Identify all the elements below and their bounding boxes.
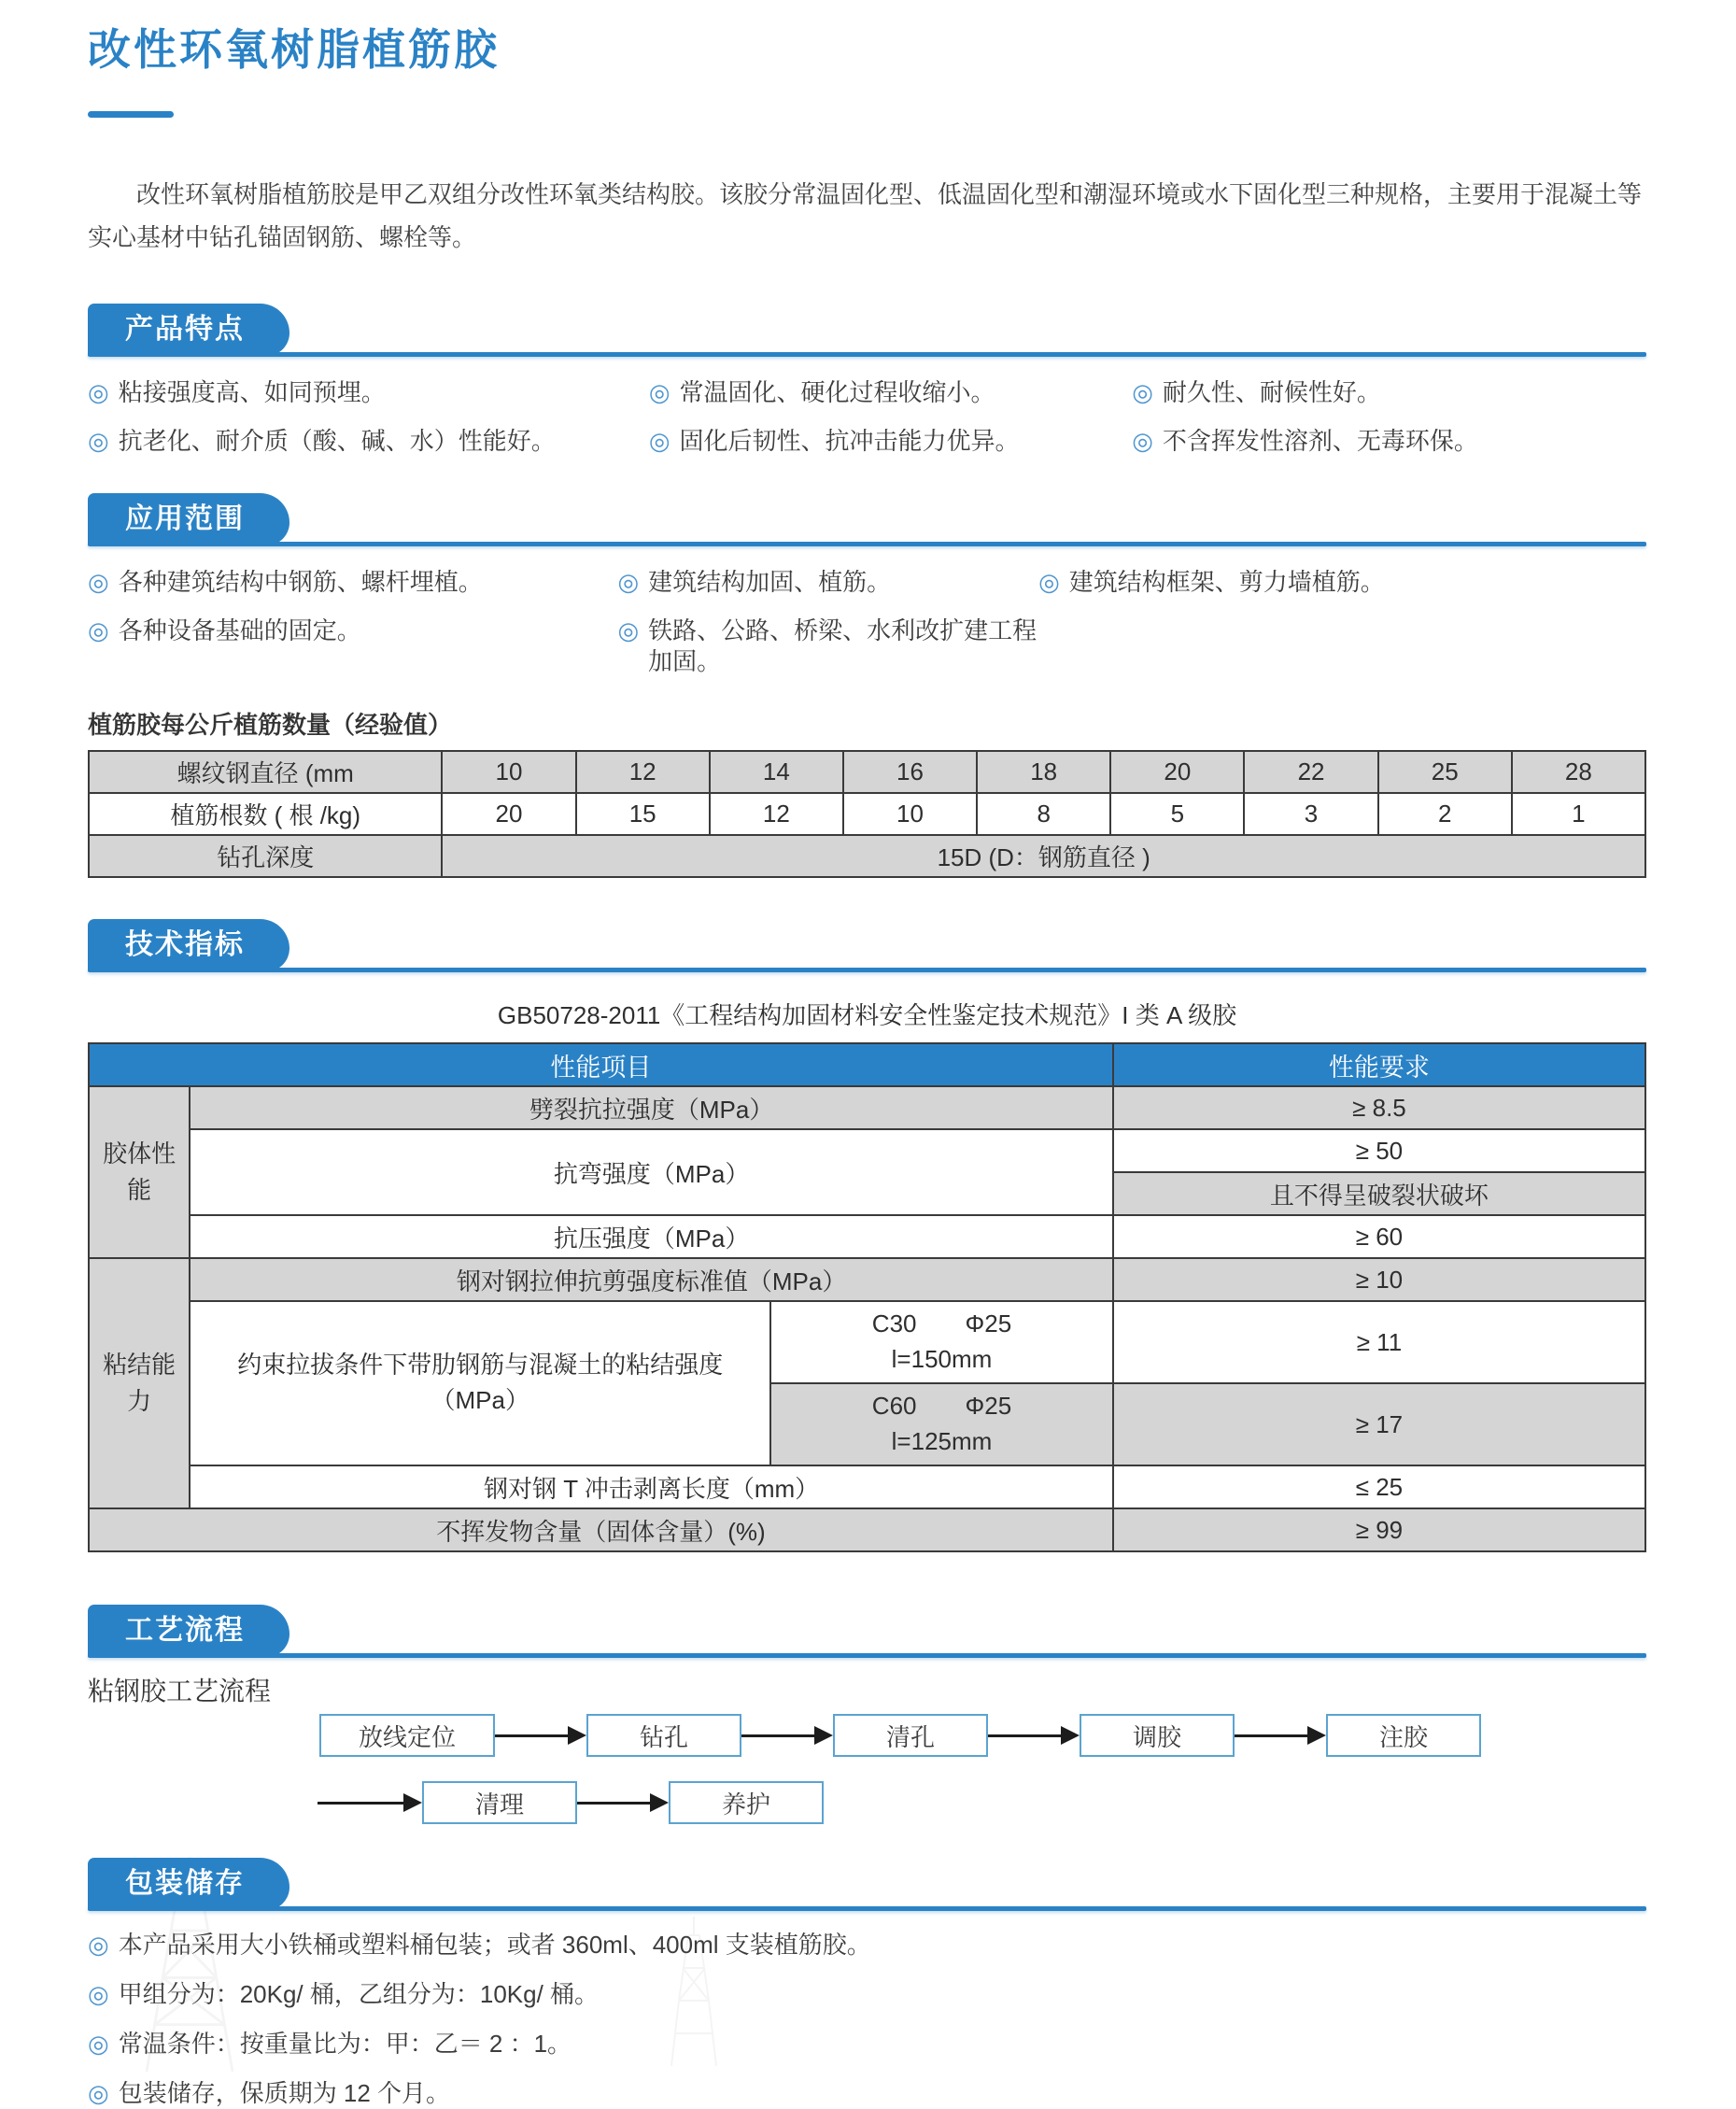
- condition-line: C30 Φ25: [871, 1309, 1012, 1338]
- property-cell: 不挥发物含量（固体含量）(%): [89, 1508, 1113, 1551]
- requirement-cell: ≥ 11: [1113, 1301, 1645, 1383]
- condition-cell: [770, 1301, 1113, 1383]
- table-cell: 3: [1244, 793, 1377, 835]
- list-item: [88, 567, 617, 599]
- table-row: [89, 1508, 1645, 1551]
- tech-indicators-table: [88, 1042, 1646, 1552]
- table-cell: 22: [1244, 751, 1377, 793]
- requirement-cell: ≤ 25: [1113, 1465, 1645, 1508]
- list-item-text: 各种设备基础的固定。: [118, 616, 361, 644]
- flow-row-2: [318, 1781, 1646, 1824]
- bullseye-bullet-icon: ◎: [88, 2030, 109, 2059]
- table-row: [89, 1215, 1645, 1258]
- column-header: 性能要求: [1113, 1043, 1645, 1086]
- property-cell: 劈裂抗拉强度（MPa）: [190, 1086, 1113, 1129]
- section-process-tab: 工艺流程: [88, 1605, 289, 1657]
- table-cell: 18: [977, 751, 1110, 793]
- section-applications: [88, 493, 1646, 678]
- list-item-text: 铁路、公路、桥梁、水利改扩建工程加固。: [648, 616, 1037, 676]
- bullseye-bullet-icon: ◎: [88, 1931, 109, 1960]
- section-tech-rule: [88, 968, 1646, 972]
- list-item-text: 固化后韧性、抗冲击能力优异。: [679, 426, 1020, 455]
- requirement-cell: ≥ 99: [1113, 1508, 1645, 1551]
- intro-paragraph: 改性环氧树脂植筋胶是甲乙双组分改性环氧类结构胶。该胶分常温固化型、低温固化型和潮湿环境或水下固化型三种规格，主要用于混凝土等实心基材中钻孔锚固钢筋、螺栓等。: [88, 180, 1643, 251]
- arrow-right-icon: [577, 1793, 669, 1812]
- arrow-right-icon: [1235, 1726, 1326, 1745]
- row-header-cell: 螺纹钢直径 (mm: [89, 751, 442, 793]
- table-row: [89, 1301, 1645, 1383]
- table-row: [89, 751, 1645, 793]
- section-features-rule: [88, 352, 1646, 357]
- list-item-text: 本产品采用大小铁桶或塑料桶包装；或者 360ml、400ml 支装植筋胶。: [118, 1931, 871, 1960]
- requirement-cell: 且不得呈破裂状破坏: [1113, 1172, 1645, 1215]
- table-cell: 20: [1110, 751, 1244, 793]
- title-underline: [88, 111, 174, 118]
- bullseye-bullet-icon: ◎: [1038, 567, 1060, 596]
- bullseye-bullet-icon: ◎: [648, 378, 670, 407]
- flow-subtitle: 粘钢胶工艺流程: [88, 1677, 272, 1706]
- section-tech-tab: 技术指标: [88, 919, 289, 971]
- bullseye-bullet-icon: ◎: [648, 426, 670, 455]
- list-item-text: 粘接强度高、如同预埋。: [118, 378, 386, 407]
- requirement-cell: ≥ 8.5: [1113, 1086, 1645, 1129]
- requirement-cell: ≥ 60: [1113, 1215, 1645, 1258]
- table-cell: 5: [1110, 793, 1244, 835]
- table-cell: 8: [977, 793, 1110, 835]
- group-label-cell: 粘结能力: [89, 1258, 190, 1508]
- table-cell: 10: [843, 793, 977, 835]
- rebar-quantity-table: [88, 750, 1646, 878]
- requirement-cell: ≥ 50: [1113, 1129, 1645, 1172]
- bullseye-bullet-icon: ◎: [88, 567, 109, 596]
- bullseye-bullet-icon: ◎: [617, 567, 640, 596]
- section-features-tab: 产品特点: [88, 304, 289, 356]
- flow-step: 钻孔: [586, 1714, 741, 1757]
- row-header-cell: 钻孔深度: [89, 835, 442, 877]
- features-list: [88, 377, 1646, 458]
- section-process: [88, 1605, 1646, 1658]
- list-item-text: 常温条件：按重量比为：甲：乙＝ 2 ：1。: [118, 2030, 572, 2059]
- standard-reference: GB50728-2011《工程结构加固材料安全性鉴定技术规范》I 类 A 级胶: [497, 1001, 1237, 1030]
- section-packaging-tab: 包装储存: [88, 1858, 289, 1910]
- list-item: [649, 377, 1132, 409]
- table-row: [89, 1465, 1645, 1508]
- property-cell: 钢对钢 T 冲击剥离长度（mm）: [190, 1465, 1113, 1508]
- flow-step: 注胶: [1326, 1714, 1481, 1757]
- table-row: [89, 793, 1645, 835]
- table-row: [89, 1129, 1645, 1172]
- flow-step: 清孔: [833, 1714, 988, 1757]
- section-process-rule: [88, 1653, 1646, 1658]
- property-cell: 抗压强度（MPa）: [190, 1215, 1113, 1258]
- requirement-cell: ≥ 17: [1113, 1383, 1645, 1465]
- list-item: [617, 616, 1038, 679]
- property-cell: 抗弯强度（MPa）: [190, 1129, 1113, 1215]
- bullseye-bullet-icon: ◎: [88, 378, 109, 407]
- column-header: 性能项目: [89, 1043, 1113, 1086]
- table-cell: 10: [442, 751, 575, 793]
- row-header-cell: 植筋根数 ( 根 /kg): [89, 793, 442, 835]
- table-cell: 20: [442, 793, 575, 835]
- list-item: [88, 1930, 1646, 1960]
- flow-step: 养护: [669, 1781, 824, 1824]
- bullseye-bullet-icon: ◎: [88, 2079, 109, 2108]
- list-item-text: 建筑结构加固、植筋。: [648, 567, 892, 596]
- packaging-list: [88, 1930, 1646, 2109]
- condition-line: l=125mm: [891, 1427, 993, 1456]
- rebar-table-title: 植筋胶每公斤植筋数量（经验值）: [88, 711, 453, 740]
- property-line: （MPa）: [430, 1386, 529, 1415]
- list-item: [88, 2029, 1646, 2059]
- bullseye-bullet-icon: ◎: [1132, 378, 1153, 407]
- arrow-right-icon: [318, 1793, 422, 1812]
- list-item: [88, 616, 617, 679]
- section-tech: [88, 919, 1646, 972]
- table-cell: 12: [576, 751, 710, 793]
- list-item: [88, 2078, 1646, 2109]
- list-item-text: 常温固化、硬化过程收缩小。: [679, 378, 995, 407]
- table-cell: 25: [1378, 751, 1512, 793]
- list-item-text: 不含挥发性溶剂、无毒环保。: [1162, 426, 1478, 455]
- flow-step: 放线定位: [319, 1714, 495, 1757]
- table-cell: 14: [710, 751, 843, 793]
- table-cell: 16: [843, 751, 977, 793]
- table-cell: 2: [1378, 793, 1512, 835]
- section-applications-rule: [88, 542, 1646, 546]
- arrow-right-icon: [988, 1726, 1080, 1745]
- table-row: [89, 1258, 1645, 1301]
- flow-row-1: [319, 1714, 1646, 1757]
- property-line: 约束拉拔条件下带肋钢筋与混凝土的粘结强度: [237, 1351, 724, 1380]
- list-item-text: 甲组分为：20Kg/ 桶，乙组分为：10Kg/ 桶。: [118, 1980, 600, 2009]
- property-cell: 钢对钢拉伸抗剪强度标准值（MPa）: [190, 1258, 1113, 1301]
- bullseye-bullet-icon: ◎: [88, 426, 109, 455]
- list-item-text: 耐久性、耐候性好。: [1162, 378, 1381, 407]
- flow-step: 清理: [422, 1781, 577, 1824]
- list-item: [1038, 567, 1646, 599]
- property-cell: [190, 1301, 770, 1465]
- table-header-row: [89, 1043, 1645, 1086]
- bullseye-bullet-icon: ◎: [1132, 426, 1153, 455]
- list-item: [1132, 426, 1646, 458]
- list-item: [649, 426, 1132, 458]
- arrow-right-icon: [495, 1726, 586, 1745]
- list-item: [1132, 377, 1646, 409]
- list-item: [88, 426, 649, 458]
- table-cell: 12: [710, 793, 843, 835]
- condition-cell: [770, 1383, 1113, 1465]
- flow-step: 调胶: [1080, 1714, 1235, 1757]
- list-item: [617, 567, 1038, 599]
- merged-cell: 15D (D：钢筋直径 ): [442, 835, 1645, 877]
- applications-list: [88, 567, 1646, 678]
- list-item-text: 抗老化、耐介质（酸、碱、水）性能好。: [118, 426, 556, 455]
- list-item-text: 建筑结构框架、剪力墙植筋。: [1068, 567, 1385, 596]
- list-item: [88, 377, 649, 409]
- requirement-cell: ≥ 10: [1113, 1258, 1645, 1301]
- arrow-right-icon: [741, 1726, 833, 1745]
- list-item: [88, 1979, 1646, 2010]
- page-title: 改性环氧树脂植筋胶: [88, 25, 500, 74]
- bullseye-bullet-icon: ◎: [617, 616, 640, 644]
- section-applications-tab: 应用范围: [88, 493, 289, 545]
- section-packaging: [88, 1858, 1646, 1911]
- table-cell: 28: [1512, 751, 1645, 793]
- group-label-cell: 胶体性能: [89, 1086, 190, 1258]
- table-row: [89, 835, 1645, 877]
- list-item-text: 包装储存，保质期为 12 个月。: [118, 2079, 451, 2108]
- table-cell: 15: [576, 793, 710, 835]
- condition-line: l=150mm: [891, 1345, 993, 1374]
- bullseye-bullet-icon: ◎: [88, 616, 109, 644]
- list-item-text: 各种建筑结构中钢筋、螺杆埋植。: [118, 567, 483, 596]
- table-cell: 1: [1512, 793, 1645, 835]
- section-packaging-rule: [88, 1906, 1646, 1911]
- table-row: [89, 1086, 1645, 1129]
- bullseye-bullet-icon: ◎: [88, 1980, 109, 2009]
- condition-line: C60 Φ25: [871, 1392, 1012, 1421]
- section-features: [88, 304, 1646, 458]
